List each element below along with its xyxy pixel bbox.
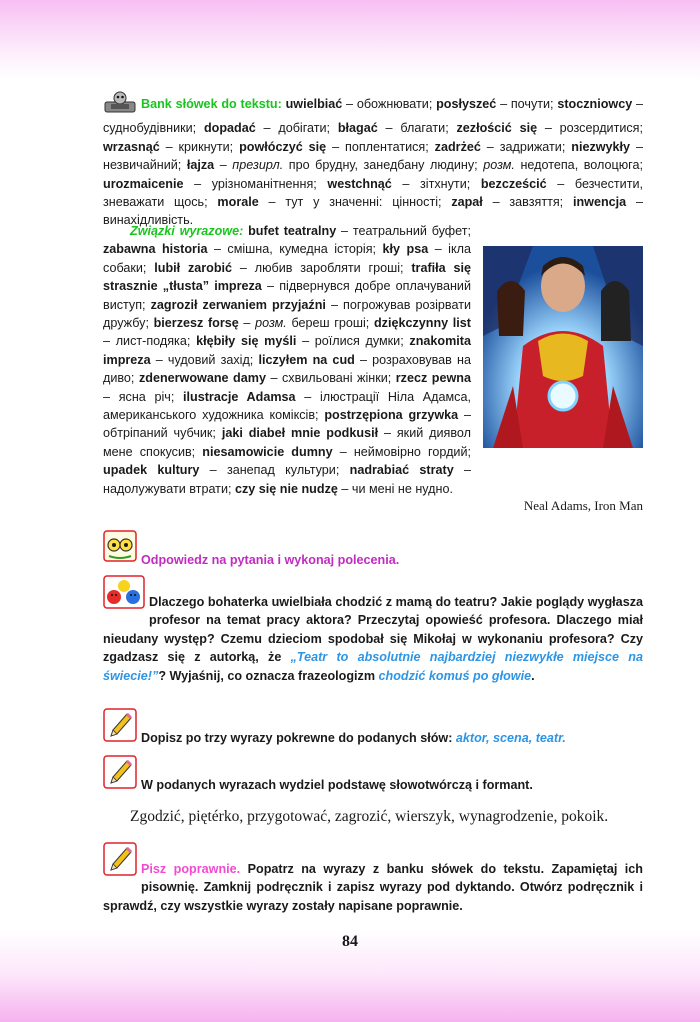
definition: – обтріпаний чубчик;: [103, 408, 471, 441]
term: bezcześcić: [480, 176, 547, 191]
definition: – погрожував розірвати дружбу;: [103, 297, 471, 331]
term: jaki diabeł mnie podkusił: [221, 426, 379, 441]
term: zabawna historia: [103, 242, 208, 257]
definition: – занепад культури;: [199, 463, 350, 478]
task-label: Pisz poprawnie.: [141, 862, 241, 876]
term: uwielbiać: [285, 97, 343, 112]
note-italic: презирл.: [232, 158, 284, 173]
definition: – задрижати;: [480, 139, 572, 154]
figure: [483, 246, 643, 514]
definition: – надолужувати втрати;: [103, 463, 472, 496]
question-part: Dlaczego bohaterka uwielbiała chodzić z mamą do teatru? Jakie poglądy wygłasza profesor na temat pracy aktora? Przeczytaj opowieść profesora. Dlaczego miał nieudany występ? Czemu dzieciom spodobał się Mikołaj w wykonaniu profesora? Czy zgadzasz się z autorką, że: [103, 595, 643, 665]
definition: – лист-подяка;: [103, 334, 197, 349]
term: nadrabiać straty: [349, 463, 454, 478]
task-text: Dopisz po trzy wyrazy pokrewne do podanych słów:: [141, 730, 456, 745]
term: niesamowicie dumny: [202, 444, 333, 459]
definition: – роїлися думки;: [296, 334, 410, 349]
idiom: chodzić komuś po głowie: [378, 668, 532, 683]
task-text: W podanych wyrazach wydziel podstawę słowotwórczą i formant.: [141, 777, 533, 792]
definition: – почути;: [496, 97, 558, 112]
task-body: Popatrz na wyrazy z banku słówek do tekstu. Zapamiętaj ich pisownię. Zamknij podręcznik i zapisz wyrazy pod dyktando. Otwórz podręcznik i sprawdź, czy wszystkie wyrazy zostały napisane poprawnie.: [103, 862, 643, 913]
page-number: 84: [342, 933, 358, 950]
term: westchnąć: [327, 176, 392, 191]
term: morale: [217, 195, 259, 210]
definition: – завзяття;: [482, 195, 573, 210]
definition: – урізноманітнення;: [183, 176, 328, 191]
section-title: Odpowiedz na pytania i wykonaj polecenia.: [141, 553, 400, 567]
term: znakomita impreza: [103, 334, 472, 367]
note-text: про брудну, занедбану людину;: [283, 158, 484, 173]
pencil-icon: [103, 708, 137, 747]
definition: – зітхнути;: [391, 176, 481, 191]
definition: –: [214, 158, 233, 173]
definition: – добігати;: [255, 121, 338, 136]
term: inwencja: [572, 195, 627, 210]
term: kły psa: [382, 242, 429, 257]
term: zezłościć się: [456, 121, 538, 136]
term: posłyszeć: [436, 97, 497, 112]
note-text: недотепа, волоцюга;: [514, 158, 643, 173]
definition: – неймовірно гордий;: [332, 444, 471, 459]
glasses-mascot-icon: [103, 530, 137, 567]
task-questions: [103, 575, 643, 685]
term: trafiła się strasznie „tłusta” impreza: [103, 260, 471, 294]
term: stoczniowcy: [557, 97, 633, 112]
iron-man-illustration: [483, 246, 643, 448]
definition: – обожнювати;: [342, 97, 437, 112]
definition: – благати;: [377, 121, 457, 136]
question-text: [103, 575, 643, 685]
definition: – тут у значенні: цінності;: [258, 195, 452, 210]
term: bufet teatralny: [248, 224, 337, 238]
term: zapał: [451, 195, 483, 210]
term: lubił zarobić: [154, 260, 233, 275]
definition: – розсердитися;: [537, 121, 643, 136]
pencil-icon: [103, 842, 137, 881]
word-list: Zgodzić, piętérko, przygotować, zagrozić, wierszyk, wynagrodzenie, pokoik.: [130, 808, 609, 825]
definition: – який диявол мене спокусив;: [103, 426, 471, 459]
vocabulary-bank-paragraph: [103, 90, 643, 230]
phrases-label: Związki wyrazowe:: [130, 224, 244, 238]
term: upadek kultury: [103, 463, 200, 478]
note-text: береш гроші;: [286, 316, 374, 331]
term: kłębiły się myśli: [196, 334, 297, 349]
figure-caption: Neal Adams, Iron Man: [523, 498, 643, 513]
term: liczyłem na cud: [258, 352, 355, 367]
definition: – ясна річ;: [103, 389, 184, 404]
vocabulary-bank: [103, 90, 643, 230]
definition: – театральний буфет;: [336, 224, 472, 238]
definition: – поплентатися;: [326, 139, 435, 154]
definition: – чи мені не нудно.: [337, 481, 453, 496]
definition: – крикнути;: [159, 139, 240, 154]
phrases-block: [103, 222, 643, 514]
term: dopadać: [203, 121, 256, 136]
definition: – ікла собаки;: [103, 242, 471, 275]
note-italic: розм.: [483, 158, 515, 173]
definition: – схвильовані жінки;: [265, 371, 396, 386]
pencil-icon: [103, 755, 137, 794]
quote: „Teatr to absolutnie najbardziej niezwykłe miejsce na świecie!”: [103, 650, 643, 683]
tasks-section: [103, 530, 643, 567]
definition: – безчестити, зневажати щось;: [103, 176, 644, 210]
definition: – підвернувся добре оплачуваний виступ;: [103, 279, 471, 312]
term: łajza: [186, 158, 215, 173]
task-text: [103, 842, 643, 915]
definition: – розраховував на диво;: [103, 352, 471, 386]
task-words: aktor, scena, teatr.: [455, 730, 566, 745]
note-italic: розм.: [255, 316, 287, 331]
question-part: ? Wyjaśnij, co oznacza frazeologizm: [158, 668, 379, 683]
definition: – суднобудівники;: [103, 97, 643, 136]
term: dziękczynny list: [373, 316, 471, 331]
term: wrzasnąć: [103, 139, 160, 154]
definition: –: [238, 316, 256, 331]
definition: – чудовий захід;: [150, 352, 259, 367]
definition: – любив заробляти гроші;: [232, 260, 412, 275]
definition: – ілюстрації Ніла Адамса, американського художника коміксів;: [103, 389, 471, 423]
term: powłóczyć się: [239, 139, 327, 154]
definition: – винахідливість.: [103, 195, 643, 228]
task-related-words: [103, 708, 643, 747]
faces-icon: [103, 575, 145, 614]
term: zagroził zerwaniem przyjaźni: [150, 297, 326, 312]
question-part: .: [531, 668, 535, 683]
definition: – смішна, кумедна історія;: [207, 242, 383, 257]
task-word-formation: [103, 755, 643, 827]
term: bierzesz forsę: [153, 316, 239, 331]
term: urozmaicenie: [103, 176, 184, 191]
vocabulary-bank-label: Bank słówek do tekstu:: [141, 97, 282, 112]
definition: – незвичайний;: [103, 139, 643, 173]
term: błagać: [337, 121, 378, 136]
term: ilustracje Adamsa: [183, 389, 296, 404]
term: czy się nie nudzę: [234, 481, 338, 496]
term: zadrżeć: [434, 139, 481, 154]
term: rzecz pewna: [395, 371, 471, 386]
term: zdenerwowane damy: [138, 371, 266, 386]
computer-mascot-icon: [103, 90, 137, 119]
term: postrzępiona grzywka: [324, 408, 459, 423]
term: niezwykły: [571, 139, 631, 154]
task-spelling: [103, 842, 643, 915]
